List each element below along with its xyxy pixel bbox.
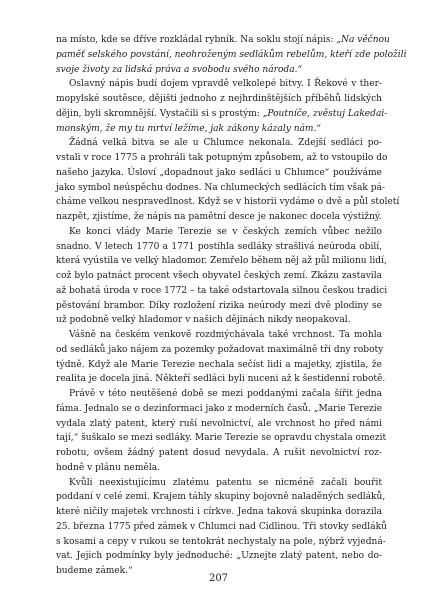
line-text: realita je docela jiná. Někteří sedláci byli nuceni až k šestidenní robotě. <box>56 374 386 385</box>
line-text: fáma. Jednalo se o dezinformaci jako z moderních časů. „Marie Terezie <box>56 403 382 414</box>
text-line <box>56 269 382 284</box>
text-line <box>56 417 382 432</box>
line-text: 25. března 1775 před zámek v Chlumci nad Cidlinou. Tři stovky sedláků <box>56 521 387 532</box>
text-line <box>56 254 387 269</box>
text-line <box>56 92 382 107</box>
text-line <box>56 476 382 491</box>
text-line <box>56 505 382 520</box>
line-text: tají,“ šuškalo se mezi sedláky. Marie Terezie se opravdu chystala omezit <box>56 433 387 444</box>
text-line <box>56 77 382 92</box>
page-number: 207 <box>208 573 229 584</box>
line-text: týdně. Když ale Marie Terezie nechala sečíst lidi a majetky, zjistila, že <box>56 359 382 370</box>
line-text: vydala zlatý patent, který ruší nevolnictví, ale vrchnost ho před námi <box>56 418 382 429</box>
text-line <box>56 431 387 446</box>
line-italic-text: „Na věčnou <box>336 35 390 45</box>
line-text: hodně v plánu neměla. <box>56 462 160 473</box>
text-line <box>56 299 382 314</box>
text-line <box>56 358 382 373</box>
line-text: jako symbol neúspěchu dodnes. Na chlumeckých sedlácích tím však pá- <box>56 182 386 193</box>
text-line <box>56 549 382 564</box>
line-italic-text: paměť selského povstání, neohroženým sedlákům rebelům, kteří zde položili <box>56 49 407 60</box>
text-line <box>56 387 382 402</box>
line-text: vstali v roce 1775 a prohráli tak potupným způsobem, až to vstoupilo do <box>56 153 388 163</box>
line-text: až bohatá úroda v roce 1772 – ta také odstartovala silnou českou tradici <box>56 285 388 296</box>
line-text: budeme zámek.“ <box>56 566 133 576</box>
text-line <box>56 402 382 417</box>
line-text: nazpět, zjistíme, že nápis na pamětní desce je nakonec docela výstižný. <box>56 212 382 222</box>
line-text: Žádná velká bitva se ale u Chlumce nekonala. Zdejší sedláci po- <box>69 138 382 149</box>
line-text: což bylo patnáct procent všech obyvatel českých zemí. Zkázu zastavila <box>56 271 382 281</box>
line-italic-text: „Poutníče, zvěstuj Lakedai- <box>262 108 388 119</box>
text-line <box>56 136 382 151</box>
line-text: našeho jazyka. Úsloví „dopadnout jako sedláci u Chlumce“ používáme <box>56 167 382 178</box>
line-text: Ke konci vlády Marie Terezie se v českých zemích vůbec nežilo <box>69 226 382 237</box>
text-line <box>56 63 382 78</box>
line-text: Vášně na českém venkově rozdmýchávala také vrchnost. Ta mohla <box>69 330 382 340</box>
line-text: s kosami a cepy v rukou se tentokrát nechystaly na pole, nýbrž vyjedná- <box>56 536 386 547</box>
line-text: která vyústila ve velký hladomor. Zemřelo během něj až půl milionu lidí, <box>56 256 387 267</box>
text-line <box>56 166 382 181</box>
text-line <box>56 33 390 48</box>
body-text <box>56 33 407 579</box>
text-line <box>56 210 382 225</box>
text-line <box>56 490 386 505</box>
text-line <box>56 446 382 461</box>
text-line <box>56 535 386 550</box>
line-text: dějin, byli skromnější. Vystačili si s prostým: <box>56 108 263 119</box>
line-text: Oslavný nápis budí dojem vpravdě velkolepé bitvy. I Řekové v ther- <box>69 79 382 90</box>
text-line <box>56 240 382 255</box>
line-text: robotu, ovšem žádný patent dosud nevydala. A rušit nevolnictví roz- <box>56 448 382 458</box>
text-line <box>56 122 382 137</box>
text-line <box>56 328 382 343</box>
text-line <box>56 181 386 196</box>
text-line <box>56 313 382 328</box>
text-line <box>56 520 387 535</box>
text-line <box>56 107 388 122</box>
line-text: na místo, kde se dříve rozkládal rybník. Na soklu stojí nápis: <box>56 35 337 45</box>
line-italic-text: monským, že my tu mrtví ležíme, jak zákony kázaly nám.“ <box>56 123 322 134</box>
line-text: cháme velkou nespravedlnost. Když se v historii vydáme o dvě a půl století <box>56 197 400 208</box>
line-text: poddaní v celé zemi. Krajem táhly skupiny bojovně naladěných sedláků, <box>56 492 386 503</box>
text-line <box>56 151 388 166</box>
line-text: už podobně velký hladomor v našich dějinách nikdy neopakoval. <box>56 315 351 326</box>
text-line <box>56 284 388 299</box>
line-text: které ničily majetek vrchnosti i církve. Jedna taková skupinka dorazila <box>56 507 382 517</box>
line-text: vat. Jejich podmínky byly jednoduché: „Uznejte zlatý patent, nebo do- <box>56 551 382 562</box>
text-line <box>56 225 382 240</box>
line-text: pěstování brambor. Díky rozložení rizika neúrody mezi dvě plodiny se <box>56 300 382 311</box>
line-italic-text: svoje životy za lidská práva a svobodu svého národa.“ <box>56 64 303 75</box>
text-line <box>56 343 382 358</box>
line-text: Kvůli neexistujícímu zlatému patentu se nicméně začali bouřit <box>69 477 382 488</box>
text-line <box>56 48 407 63</box>
text-line <box>56 372 386 387</box>
text-line <box>56 195 400 210</box>
text-line <box>56 461 382 476</box>
line-text: od sedláků jako nájem za pozemky požadovat maximálně tři dny roboty <box>56 344 384 355</box>
line-text: Právě v této neutěšené době se mezi poddanými začala šířit jedna <box>69 389 382 399</box>
line-text: snadno. V letech 1770 a 1771 postihla sedláky strašlivá neúroda obilí, <box>56 241 382 252</box>
line-text: mopylské soutěsce, dějišti jednoho z nejhrdinštějších příběhů lidských <box>56 94 382 104</box>
